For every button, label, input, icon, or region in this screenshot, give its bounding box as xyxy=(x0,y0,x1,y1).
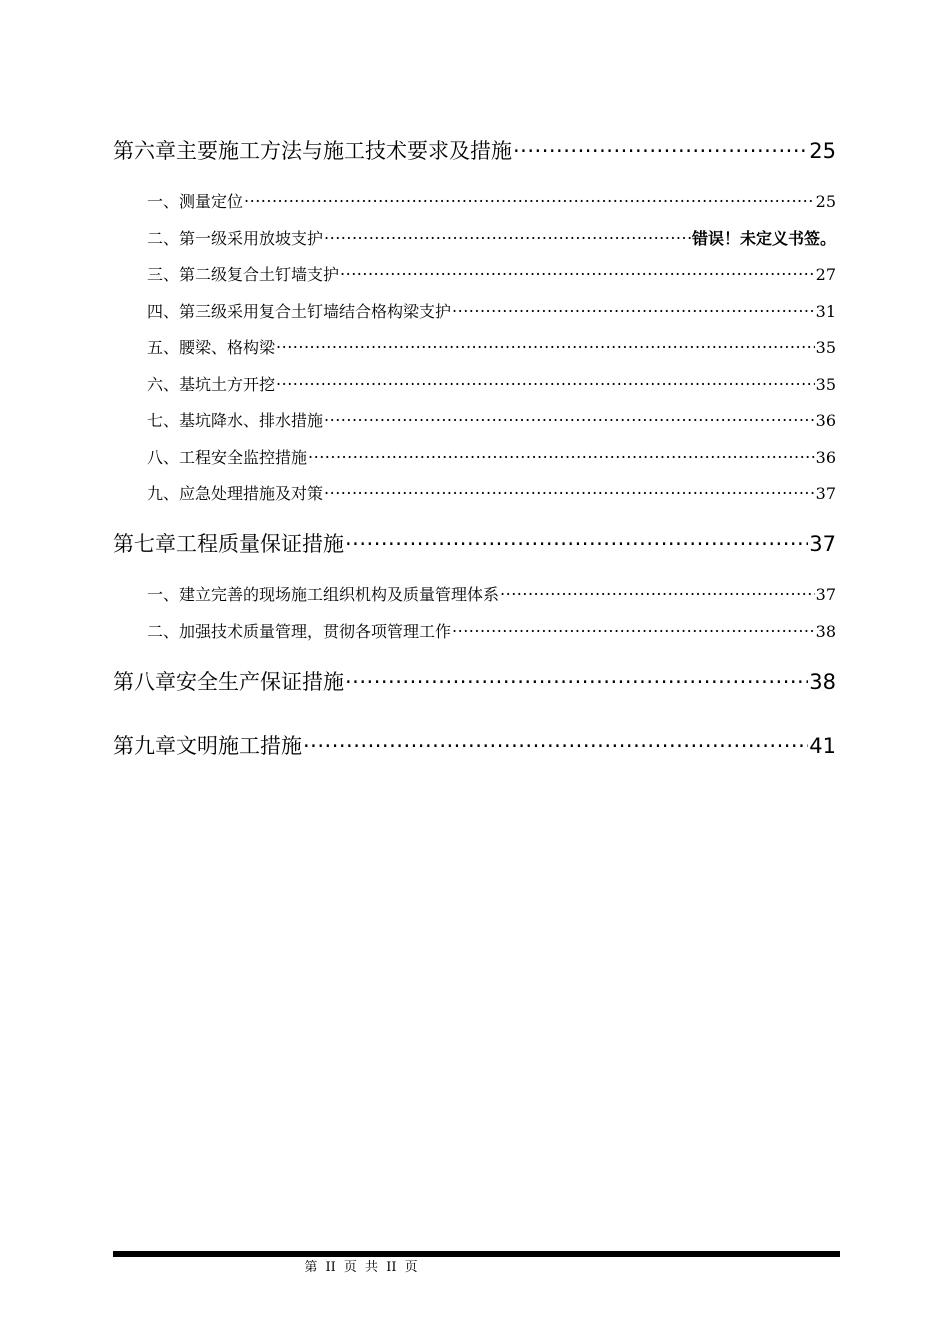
toc-entry-chapter-7[interactable] xyxy=(113,529,836,559)
toc-leader-dots xyxy=(345,668,808,689)
toc-entry-section[interactable] xyxy=(147,583,836,607)
toc-entry-title: 第八章安全生产保证措施 xyxy=(113,670,344,694)
toc-entry-section[interactable] xyxy=(147,227,836,251)
toc-entry-section[interactable] xyxy=(147,409,836,433)
toc-leader-dots xyxy=(340,264,815,280)
toc-entry-title: 二、第一级采用放坡支护 xyxy=(147,229,324,248)
footer-rule xyxy=(113,1251,840,1257)
toc-entry-page: 35 xyxy=(815,338,836,357)
toc-entry-page: 41 xyxy=(809,734,836,758)
toc-entry-page: 31 xyxy=(815,302,836,321)
toc-leader-dots xyxy=(513,137,808,158)
toc-entry-chapter-6[interactable] xyxy=(113,136,836,166)
toc-leader-dots xyxy=(452,301,815,317)
toc-entry-section[interactable] xyxy=(147,446,836,470)
toc-leader-dots xyxy=(324,410,815,426)
toc-entry-section[interactable] xyxy=(147,620,836,644)
toc-entry-page: 36 xyxy=(815,448,836,467)
toc-entry-page: 37 xyxy=(815,484,836,503)
toc-entry-title: 一、测量定位 xyxy=(147,192,244,211)
toc-entry-chapter-9[interactable] xyxy=(113,731,836,761)
toc-leader-dots xyxy=(276,374,815,390)
toc-entry-page: 25 xyxy=(809,139,836,163)
toc-leader-dots xyxy=(452,621,815,637)
toc-entry-page: 38 xyxy=(809,670,836,694)
toc-entry-section[interactable] xyxy=(147,482,836,506)
toc-entry-section[interactable] xyxy=(147,300,836,324)
toc-entry-page: 35 xyxy=(815,375,836,394)
toc-entry-section[interactable] xyxy=(147,373,836,397)
toc-entry-page: 37 xyxy=(815,585,836,604)
toc-entry-page: 36 xyxy=(815,411,836,430)
toc-entry-section[interactable] xyxy=(147,336,836,360)
page-footer: 第 II 页 共 II 页 xyxy=(304,1260,418,1275)
toc-entry-title: 二、加强技术质量管理，贯彻各项管理工作 xyxy=(147,622,452,641)
toc-leader-dots xyxy=(345,530,808,551)
toc-entry-title: 五、腰梁、格构梁 xyxy=(147,338,276,357)
toc-entry-title: 三、第二级复合土钉墙支护 xyxy=(147,265,340,284)
toc-leader-dots xyxy=(308,447,815,463)
toc-entry-title: 七、基坑降水、排水措施 xyxy=(147,411,324,430)
toc-leader-dots xyxy=(244,191,815,207)
toc-entry-title: 九、应急处理措施及对策 xyxy=(147,484,324,503)
toc-entry-page: 25 xyxy=(815,192,836,211)
toc-leader-dots xyxy=(303,732,808,753)
toc-entry-page: 38 xyxy=(815,622,836,641)
toc-leader-dots xyxy=(324,483,815,499)
toc-entry-title: 第六章主要施工方法与施工技术要求及措施 xyxy=(113,139,512,163)
toc-entry-title: 第九章文明施工措施 xyxy=(113,734,302,758)
toc-entry-page-error: 错误！未定义书签。 xyxy=(691,229,836,248)
toc-leader-dots xyxy=(276,337,815,353)
toc-leader-dots xyxy=(500,584,815,600)
toc-entry-title: 六、基坑土方开挖 xyxy=(147,375,276,394)
toc-entry-page: 27 xyxy=(815,265,836,284)
toc-entry-title: 四、第三级采用复合土钉墙结合格构梁支护 xyxy=(147,302,452,321)
toc-entry-chapter-8[interactable] xyxy=(113,667,836,697)
toc-entry-title: 一、建立完善的现场施工组织机构及质量管理体系 xyxy=(147,585,500,604)
toc-entry-page: 37 xyxy=(809,532,836,556)
toc-entry-section[interactable] xyxy=(147,190,836,214)
toc-leader-dots xyxy=(324,228,691,244)
toc-entry-title: 第七章工程质量保证措施 xyxy=(113,532,344,556)
toc-entry-title: 八、工程安全监控措施 xyxy=(147,448,308,467)
toc-entry-section[interactable] xyxy=(147,263,836,287)
